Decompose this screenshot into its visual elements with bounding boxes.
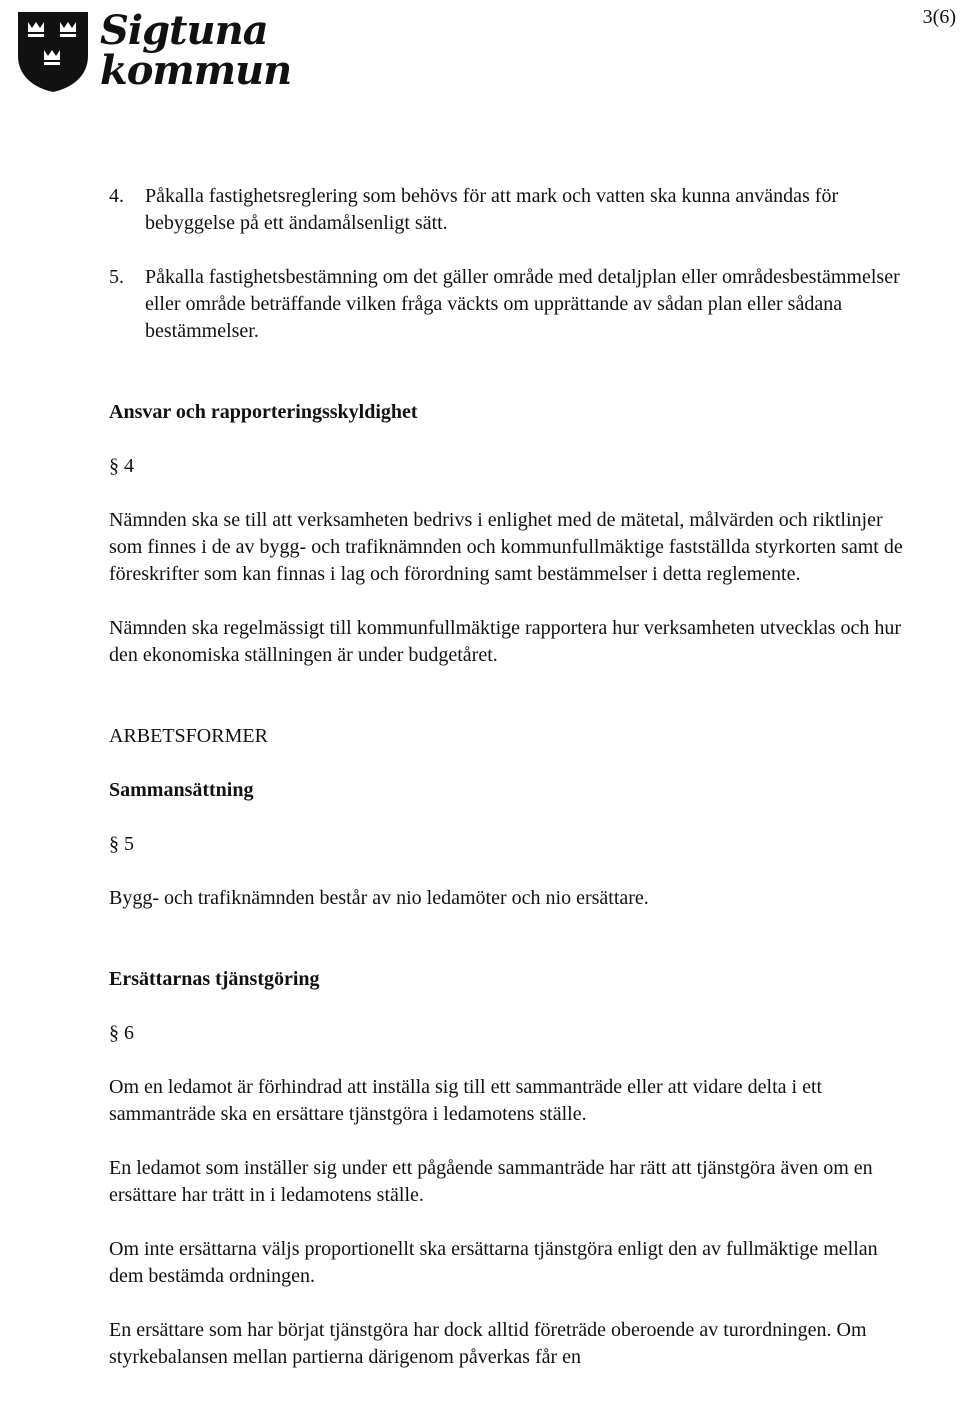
paragraph: En ersättare som har börjat tjänstgöra har dock alltid företräde oberoende av turordningen. Om styrkebalansen mellan partierna därigenom påverkas får en (109, 1319, 867, 1368)
logo-line-1: Sigtuna (100, 7, 268, 54)
list-number: 4. (109, 185, 124, 207)
numbered-list (109, 183, 909, 345)
logo-line-2: kommun (100, 47, 292, 94)
paragraph: Om inte ersättarna väljs proportionellt ska ersättarna tjänstgöra enligt den av fullmäktige mellan dem bestämda ordningen. (109, 1238, 878, 1287)
list-item (109, 183, 909, 237)
paragraph: En ledamot som inställer sig under ett pågående sammanträde har rätt att tjänstgöra även om en ersättare har trätt in i ledamotens ställe. (109, 1157, 873, 1206)
section-heading-arbetsformer: ARBETSFORMER (109, 725, 268, 747)
paragraph-mark-6: § 6 (109, 1022, 134, 1044)
paragraph-mark-5: § 5 (109, 833, 134, 855)
section-heading-ersattarnas-tjanstgoring: Ersättarnas tjänstgöring (109, 968, 320, 990)
list-text: Påkalla fastighetsbestämning om det gäller område med detaljplan eller områdesbestämmelser eller område beträffande vilken fråga väckts om upprättande av sådan plan eller sådana bestämmelser. (145, 266, 900, 342)
list-number: 5. (109, 266, 124, 288)
paragraph-mark-4: § 4 (109, 455, 134, 477)
list-item (109, 264, 909, 345)
paragraph: Om en ledamot är förhindrad att inställa sig till ett sammanträde eller att vidare delta i ett sammanträde ska en ersättare tjänstgöra i ledamotens ställe. (109, 1076, 823, 1125)
paragraph: Nämnden ska regelmässigt till kommunfullmäktige rapportera hur verksamheten utvecklas och hur den ekonomiska ställningen är under budgetåret. (109, 617, 901, 666)
municipality-logo (14, 8, 291, 94)
coat-of-arms-icon (14, 8, 92, 94)
section-heading-sammansattning: Sammansättning (109, 779, 254, 801)
document-body (109, 183, 909, 1398)
page-number: 3(6) (922, 6, 956, 28)
list-text: Påkalla fastighetsreglering som behövs för att mark och vatten ska kunna användas för bebyggelse på ett ändamålsenligt sätt. (145, 185, 839, 234)
section-heading-ansvar: Ansvar och rapporteringsskyldighet (109, 401, 418, 423)
paragraph: Bygg- och trafiknämnden består av nio ledamöter och nio ersättare. (109, 887, 649, 909)
paragraph: Nämnden ska se till att verksamheten bedrivs i enlighet med de mätetal, målvärden och riktlinjer som finnes i de av bygg- och trafiknämnden och kommunfullmäktige fastställda styrkorten samt de föreskrifter som kan finnas i lag och förordning samt bestämmelser i detta reglemente. (109, 509, 903, 585)
